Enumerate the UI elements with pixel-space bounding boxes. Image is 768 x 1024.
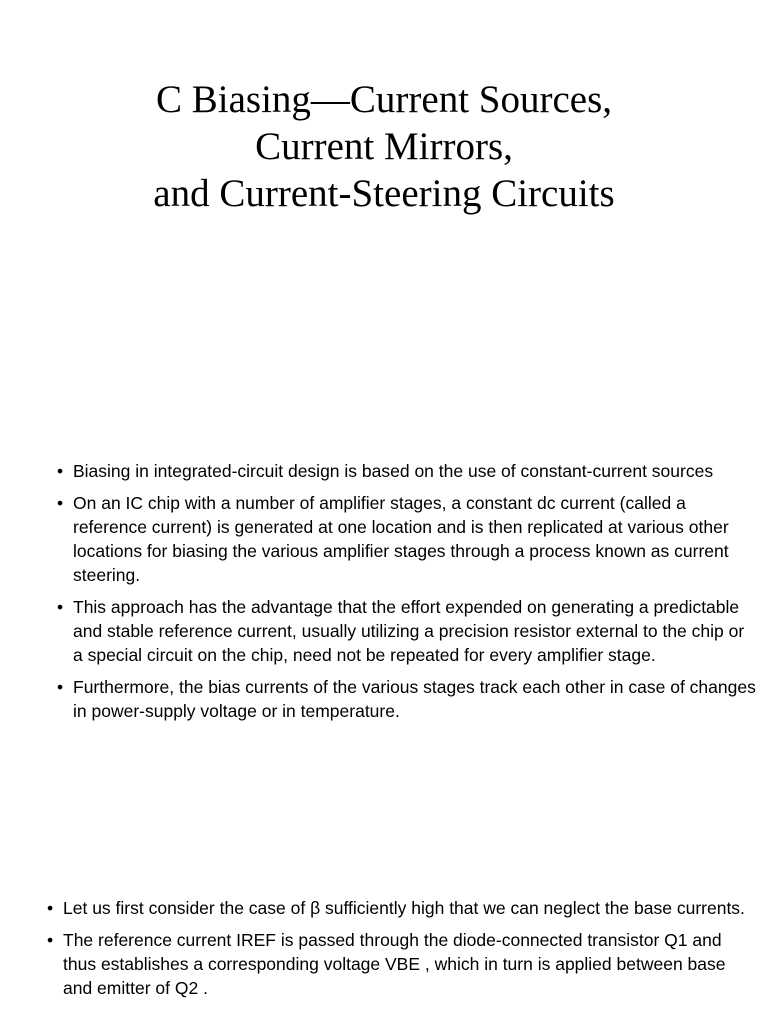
slide-title-line-2: Current Mirrors,: [255, 125, 513, 168]
current-mirror-bullet-list: [47, 896, 759, 1008]
slide-title-line-3: and Current-Steering Circuits: [153, 172, 615, 215]
slide-title: [0, 76, 768, 217]
bullet-item: • Furthermore, the bias currents of the various stages track each other in case of changes in power-supply voltage or in temperature.: [57, 675, 757, 723]
biasing-bullet-list: [57, 459, 757, 731]
bullet-item: • On an IC chip with a number of amplifier stages, a constant dc current (called a reference current) is generated at one location and is then replicated at various other locations for biasing the various amplifier stages through a process known as current steering.: [57, 491, 757, 587]
bullet-item: • Let us first consider the case of β sufficiently high that we can neglect the base currents.: [47, 896, 759, 920]
bullet-item: • Biasing in integrated-circuit design is based on the use of constant-current sources: [57, 459, 757, 483]
slide-title-line-1: C Biasing—Current Sources,: [155, 78, 613, 121]
bullet-item: • The reference current IREF is passed through the diode-connected transistor Q1 and thus establishes a corresponding voltage VBE , which in turn is applied between base and emitter of Q2 .: [47, 928, 759, 1000]
bullet-item: • This approach has the advantage that the effort expended on generating a predictable and stable reference current, usually utilizing a precision resistor external to the chip or a special circuit on the chip, need not be repeated for every amplifier stage.: [57, 595, 757, 667]
